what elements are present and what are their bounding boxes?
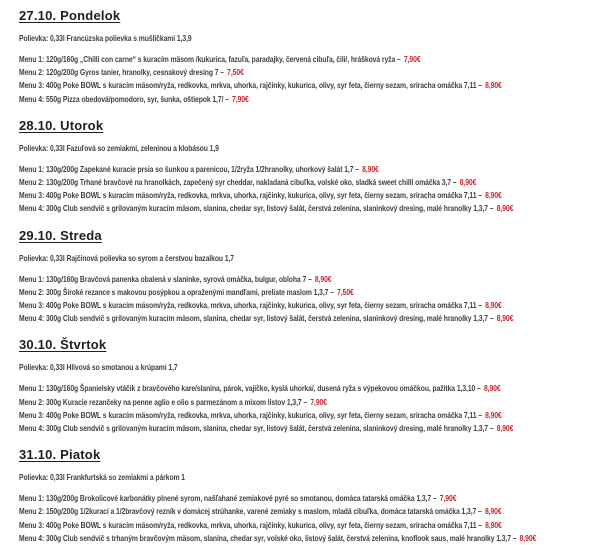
soup-line: Polievka: 0,33l Rajčinová polievka so syrom a čerstvou bazalkou 1,7: [19, 252, 234, 263]
menu-price: 8,90€: [485, 190, 502, 201]
menu-price: 8,90€: [519, 532, 537, 543]
menu-text: Menu 1: 130g/160g Španielsky vtáčik z bravčového kare/slanina, párok, vajíčko, kyslá uhorka/, dusená ryža s výpekovou omáčkou, pažítka 1,3,10 –: [19, 383, 481, 394]
menu-text: Menu 4: 300g Club sendvič s trhaným bravčovým mäsom, slanina, chedar syr, volské oko, listový šalát, čerstvá zelenina, knoflook saus, malé hranolky 1,3,7 –: [19, 532, 517, 543]
menu-text: Menu 1: 130g/200g Brokolicové karbonátky plnené syrom, našľahané zemiakové pyré so smotanou, domáca tatarská omáčka 1,3,7 –: [19, 493, 437, 504]
menu-price: 8,90€: [496, 203, 514, 214]
day-section-thursday: [19, 338, 598, 435]
soup-line: Polievka: 0,33l Hlivová so smotanou a krúpami 1,7: [19, 362, 178, 373]
menu-price: 7,50€: [337, 286, 354, 297]
menu-line: [19, 492, 598, 505]
menu-line: [19, 176, 598, 189]
menu-price: 7,90€: [403, 54, 421, 64]
day-section-wednesday: [19, 229, 598, 326]
menu-line: [19, 422, 598, 435]
menu-line: [19, 532, 598, 545]
menu-line: [19, 312, 598, 325]
menu-price: 7,90€: [310, 396, 327, 407]
soup-line: Polievka: 0,33l Fazuľová so zemiakmi, zeleninou a klobásou 1,9: [19, 142, 219, 153]
menu-line: [19, 53, 598, 66]
soup-line: Polievka: 0,33l Frankfurtská so zemiakmi a párkom 1: [19, 472, 186, 483]
day-heading: 28.10. Utorok: [19, 117, 104, 133]
menu-text: Menu 3: 400g Poke BOWL s kuracím mäsom/ryža, redkovka, mrkva, uhorka, rajčinky, kukurica, olivy, syr feta, čierny sezam, sriracha omáčka 7,11 –: [19, 80, 482, 91]
soup-line: Polievka: 0,33l Francúzska polievka s mušličkami 1,3,9: [19, 33, 192, 43]
menu-text: Menu 4: 300g Club sendvič s grilovaným kuracím mäsom, slanina, chedar syr, listový šalát, čerstvá zelenina, slaninkový dresing, malé hranolky 1,3,7 –: [19, 313, 494, 324]
menu-price: 8,90€: [362, 163, 379, 174]
menu-price: 8,90€: [496, 313, 514, 324]
day-heading: 30.10. Štvrtok: [19, 337, 107, 353]
menu-price: 8,90€: [496, 423, 514, 434]
menu-text: Menu 3: 400g Poke BOWL s kuracím mäsom/ryža, redkovka, mrkva, uhorka, rajčinky, kukurica, olivy, syr feta, čierny sezam, sriracha omáčka 7,11 –: [19, 409, 482, 420]
menu-price: 8,90€: [485, 80, 502, 91]
menu-price: 8,90€: [485, 300, 502, 311]
menu-line: [19, 273, 598, 286]
menu-line: [19, 189, 598, 202]
menu-text: Menu 2: 150g/200g 1/2kurací a 1/2bravčový rezník v domácej strúhanke, varené zemiaky s maslom, mladá cibuľka, domáca tatarská omáčka 1,3,7 –: [19, 506, 482, 517]
menu-text: Menu 3: 400g Poke BOWL s kuracím mäsom/ryža, redkovka, mrkva, uhorka, rajčinky, kukurica, olivy, syr feta, čierny sezam, sriracha omáčka 7,11 –: [19, 300, 482, 311]
menu-price: 8,90€: [483, 383, 501, 394]
menu-text: Menu 1: 130g/160g Bravčová panenka obalená v slaninke, syrová omáčka, bulgur, obloha 7 –: [19, 273, 312, 284]
menu-price: 8,90€: [485, 519, 502, 530]
menu-line: [19, 66, 598, 79]
menu-text: Menu 1: 120g/160g „Chilli con carne“ s kuracím mäsom /kukurica, fazuľa, paradajky, červená cibuľa, čili/, hrášková ryža –: [19, 54, 401, 64]
menu-text: Menu 4: 300g Club sendvič s grilovaným kuracím mäsom, slanina, chedar syr, listový šalát, čerstvá zelenina, slaninkový dresing, malé hranolky 1,3,7 –: [19, 203, 494, 214]
menu-line: [19, 409, 598, 422]
menu-line: [19, 93, 598, 106]
day-heading: 27.10. Pondelok: [19, 8, 121, 23]
menu-text: Menu 2: 300g Kuracie rezančeky na penne aglio e olio s parmezánom a mixom listov 1,3,7 –: [19, 396, 308, 407]
menu-line: [19, 79, 598, 92]
menu-price: 8,90€: [484, 506, 502, 517]
menu-line: [19, 396, 598, 409]
menu-text: Menu 3: 400g Poke BOWL s kuracím mäsom/ryža, redkovka, mrkva, uhorka, rajčinky, kukurica, olivy, syr feta, čierny sezam, sriracha omáčka 7,11 –: [19, 519, 482, 530]
menu-line: [19, 382, 598, 395]
menu-price: 7,90€: [439, 493, 457, 504]
menu-line: [19, 286, 598, 299]
menu-line: [19, 505, 598, 518]
menu-price: 7,90€: [232, 93, 249, 104]
menu-text: Menu 1: 130g/200g Zapekané kuracie prsia so šunkou a parenicou, 1/2ryža 1/2hranolky, uhorkový šalát 1,7 –: [19, 163, 359, 174]
day-heading: 31.10. Piatok: [19, 447, 101, 463]
menu-price: 8,90€: [485, 409, 502, 420]
menu-text: Menu 4: 550g Pizza obedová/pomodoro, syr, šunka, oštiepok 1,7/ –: [19, 93, 229, 104]
menu-text: Menu 4: 300g Club sendvič s grilovaným kuracím mäsom, slanina, chedar syr, listový šalát, čerstvá zelenina, slaninkový dresing, malé hranolky 1,3,7 –: [19, 423, 494, 434]
day-section-monday: [19, 9, 598, 106]
menu-text: Menu 3: 400g Poke BOWL s kuracím mäsom/ryža, redkovka, mrkva, uhorka, rajčinky, kukurica, olivy, syr feta, čierny sezam, sriracha omáčka 7,11 –: [19, 190, 482, 201]
menu-line: [19, 163, 598, 176]
menu-line: [19, 519, 598, 532]
menu-text: Menu 2: 130g/200g Trhané bravčové na hranolkách, zapečený syr cheddar, nakladaná cibuľka, volské oko, sladká sweet chilli omáčka 3,7 –: [19, 177, 457, 188]
menu-text: Menu 2: 120g/200g Gyros tanier, hranolky, cesnakový dresing 7 –: [19, 67, 224, 78]
menu-price: 8,90€: [314, 273, 332, 284]
menu-text: Menu 2: 300g Široké rezance s makovou posýpkou a opraženými mandľami, preliate maslom 1,3,7 –: [19, 286, 334, 297]
menu-price: 8,90€: [459, 177, 477, 188]
day-heading: 29.10. Streda: [19, 227, 102, 243]
menu-price: 7,50€: [227, 67, 244, 78]
menu-line: [19, 202, 598, 215]
day-section-friday: [19, 448, 598, 545]
day-section-tuesday: [19, 119, 598, 216]
menu-line: [19, 299, 598, 312]
